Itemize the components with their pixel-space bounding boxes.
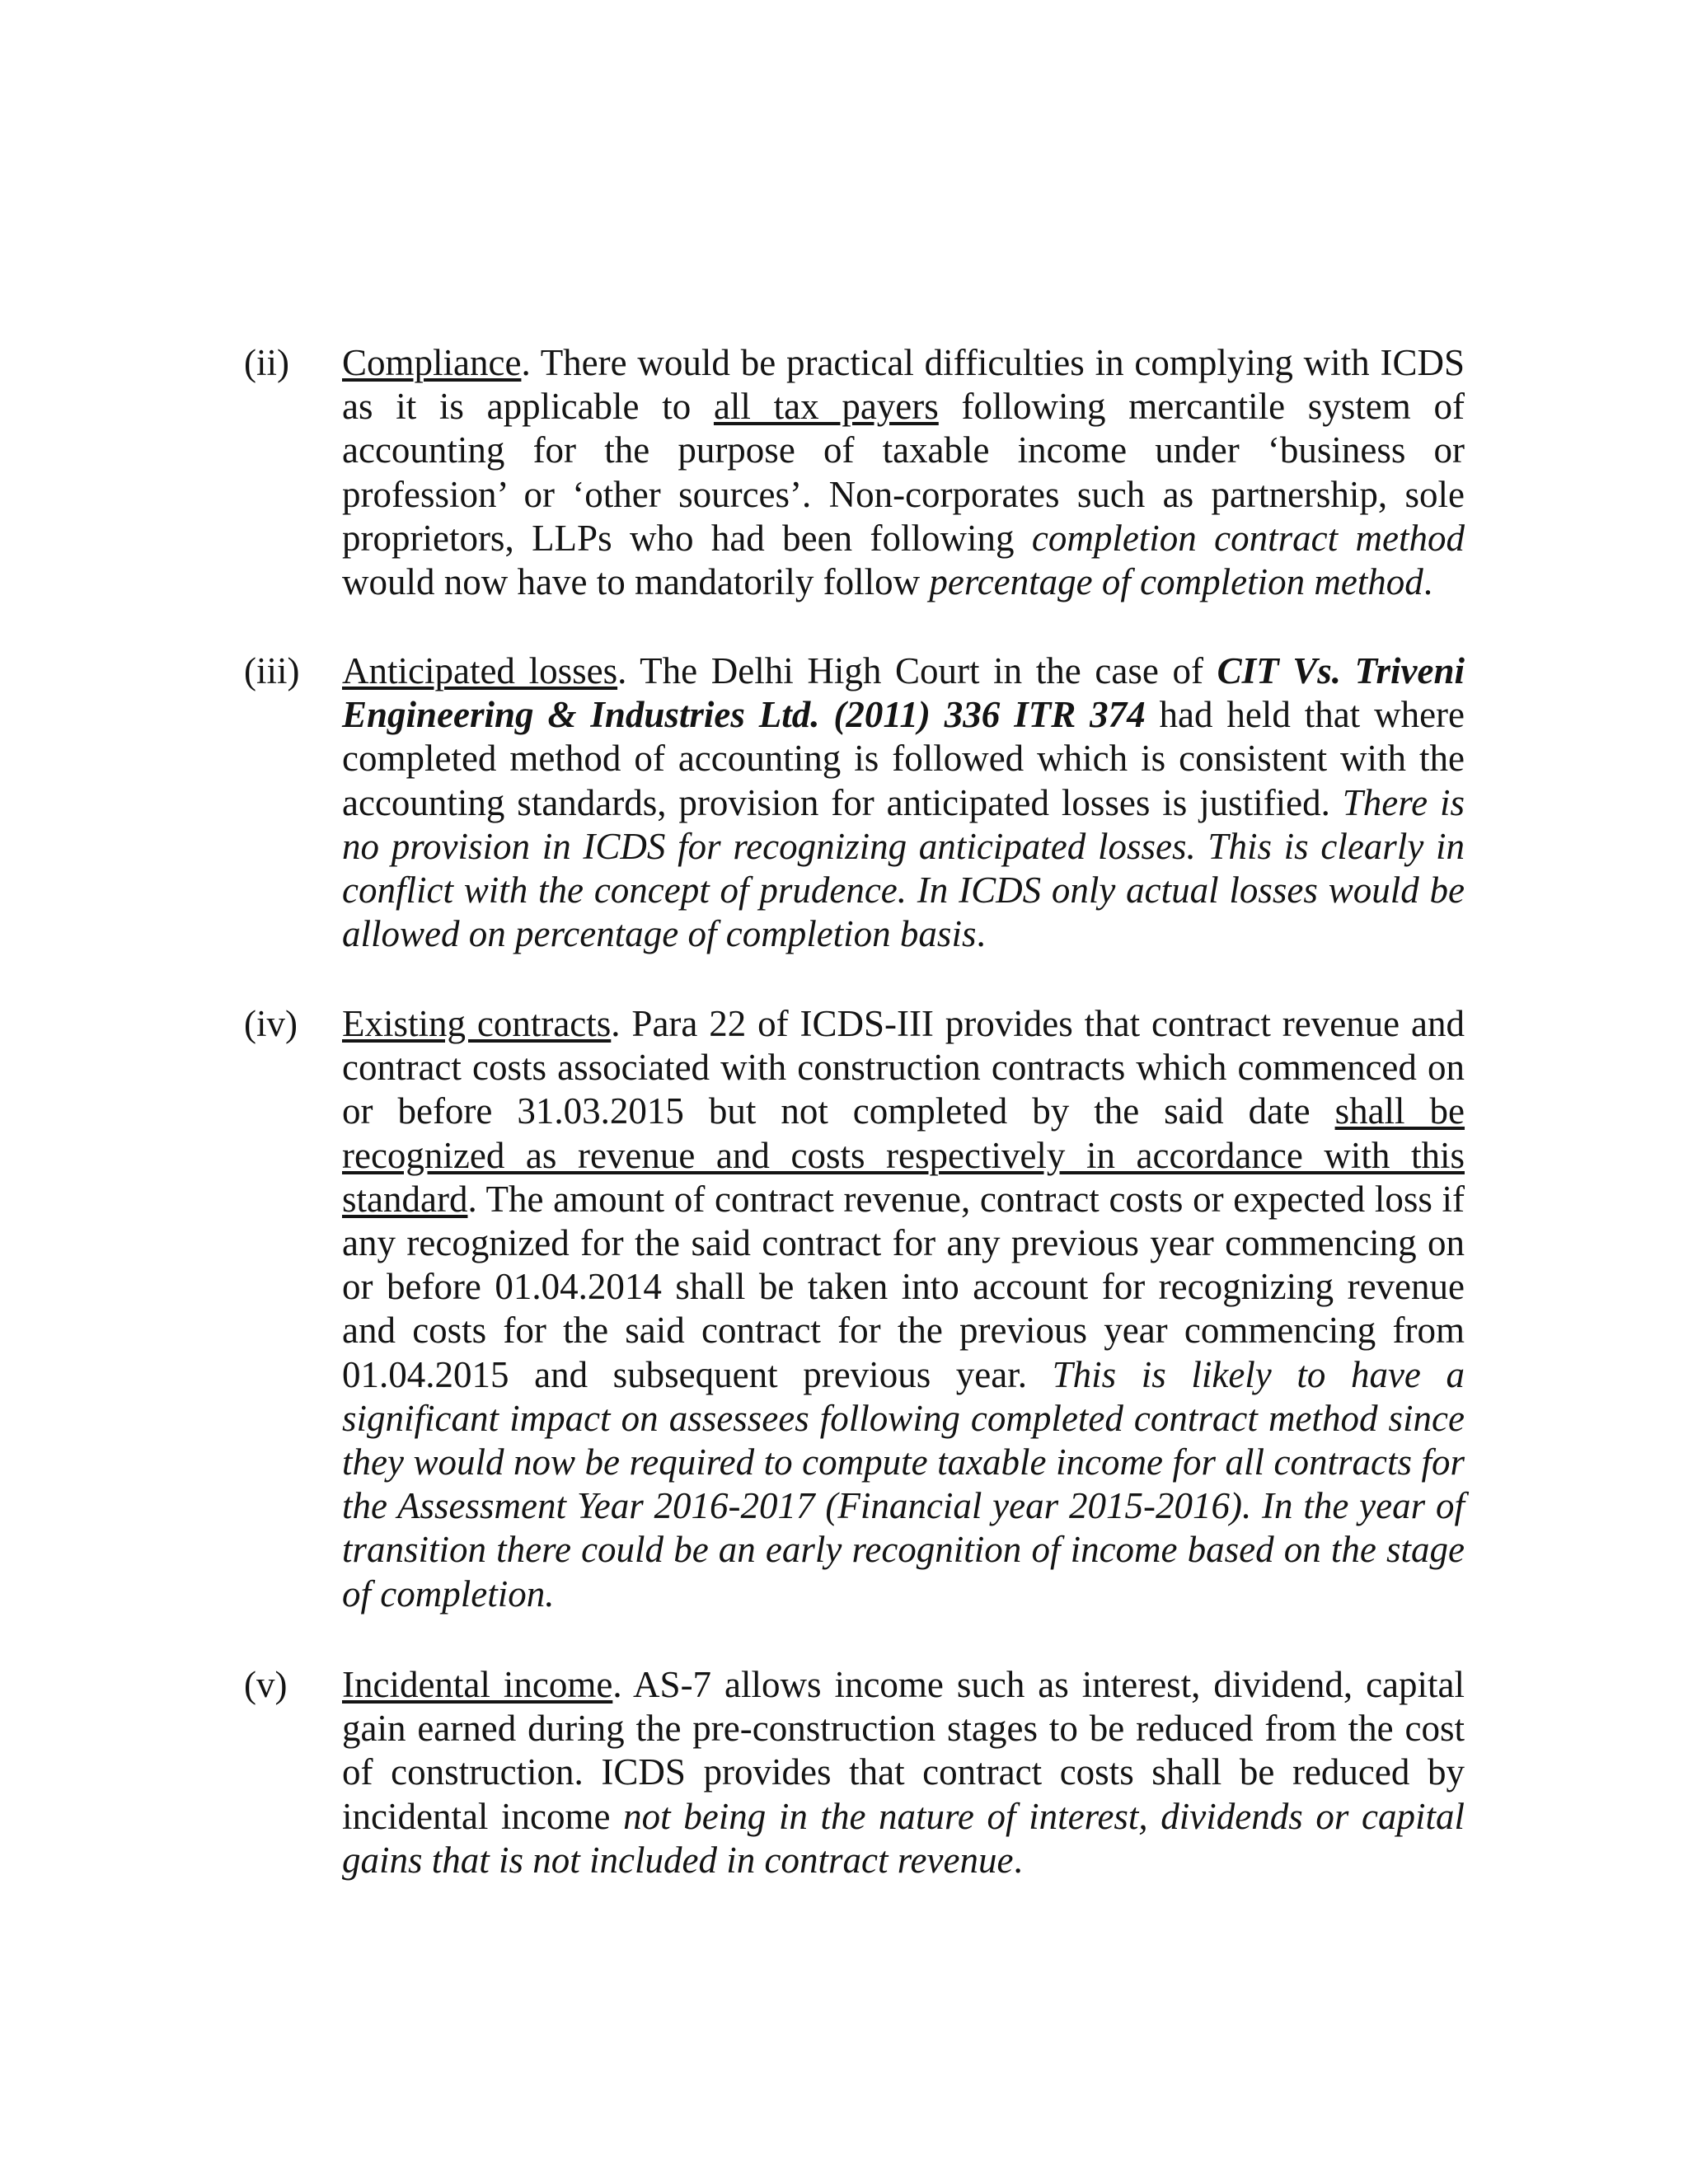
underlined-text: all tax payers — [713, 386, 939, 428]
italic-text: not being in the nature of interest, dividends or capital gains that is not included in contract revenue — [342, 1795, 1465, 1881]
item-heading: Anticipated losses — [342, 650, 618, 691]
italic-text: completion contract method — [1031, 517, 1465, 559]
text-segment: . — [1423, 561, 1433, 603]
italic-text: percentage of completion method — [929, 561, 1423, 603]
item-heading: Compliance — [342, 342, 522, 383]
item-number: (v) — [244, 1664, 288, 1705]
item-paragraph — [342, 1002, 1465, 1616]
text-segment: following mercantile system of accounting for the purpose of taxable income under ‘business or profession’ or ‘other sources’. Non-corporates such as partnership, sole proprietors, LLPs who had been following — [342, 386, 1465, 559]
item-paragraph — [342, 1663, 1465, 1882]
text-segment: would now have to mandatorily follow — [342, 561, 930, 603]
item-heading: Incidental income — [342, 1664, 613, 1705]
item-paragraph — [342, 341, 1465, 604]
text-segment: . AS-7 allows income such as interest, dividend, capital gain earned during the pre-construction stages to be reduced from the cost of construction. ICDS provides that contract costs shall be reduced by incidental income — [342, 1664, 1465, 1837]
text-segment: . — [1013, 1839, 1023, 1881]
text-segment: . — [976, 913, 986, 955]
text-segment: had held that where completed method of accounting is followed which is consistent with the accounting standards, provision for anticipated losses is justified. — [342, 694, 1465, 823]
item-number: (iv) — [244, 1003, 298, 1044]
case-citation: CIT Vs. Triveni Engineering & Industries Ltd. (2011) 336 ITR 374 — [342, 650, 1465, 736]
text-segment: . The amount of contract revenue, contract costs or expected loss if any recognized for the said contract for any previous year commencing on or before 01.04.2014 shall be taken into account for recognizing revenue and costs for the said contract for the previous year commencing from 01.04.2015 and subsequent previous year. — [342, 1178, 1465, 1395]
item-number: (iii) — [244, 650, 300, 691]
item-paragraph — [342, 649, 1465, 956]
italic-text: This is likely to have a significant impact on assessees following completed contract method since they would now be required to compute taxable income for all contracts for the Assessment Year 2016-2017 (Financial year 2015-2016). In the year of transition there could be an early recognition of income based on the stage of completion. — [342, 1353, 1465, 1615]
item-number: (ii) — [244, 342, 289, 383]
text-segment: . The Delhi High Court in the case of — [617, 650, 1217, 691]
underlined-text: shall be recognized as revenue and costs respectively in accordance with this standard — [342, 1090, 1465, 1220]
item-heading: Existing contracts — [342, 1003, 612, 1044]
text-segment: . Para 22 of ICDS-III provides that contract revenue and contract costs associated with construction contracts which commenced on or before 31.03.2015 but not completed by the said date — [342, 1003, 1465, 1132]
text-segment: . There would be practical difficulties in complying with ICDS as it is applicable to — [342, 342, 1465, 428]
italic-text: There is no provision in ICDS for recognizing anticipated losses. This is clearly in conflict with the concept of prudence. In ICDS only actual losses would be allowed on percentage of completion basis — [342, 781, 1465, 955]
